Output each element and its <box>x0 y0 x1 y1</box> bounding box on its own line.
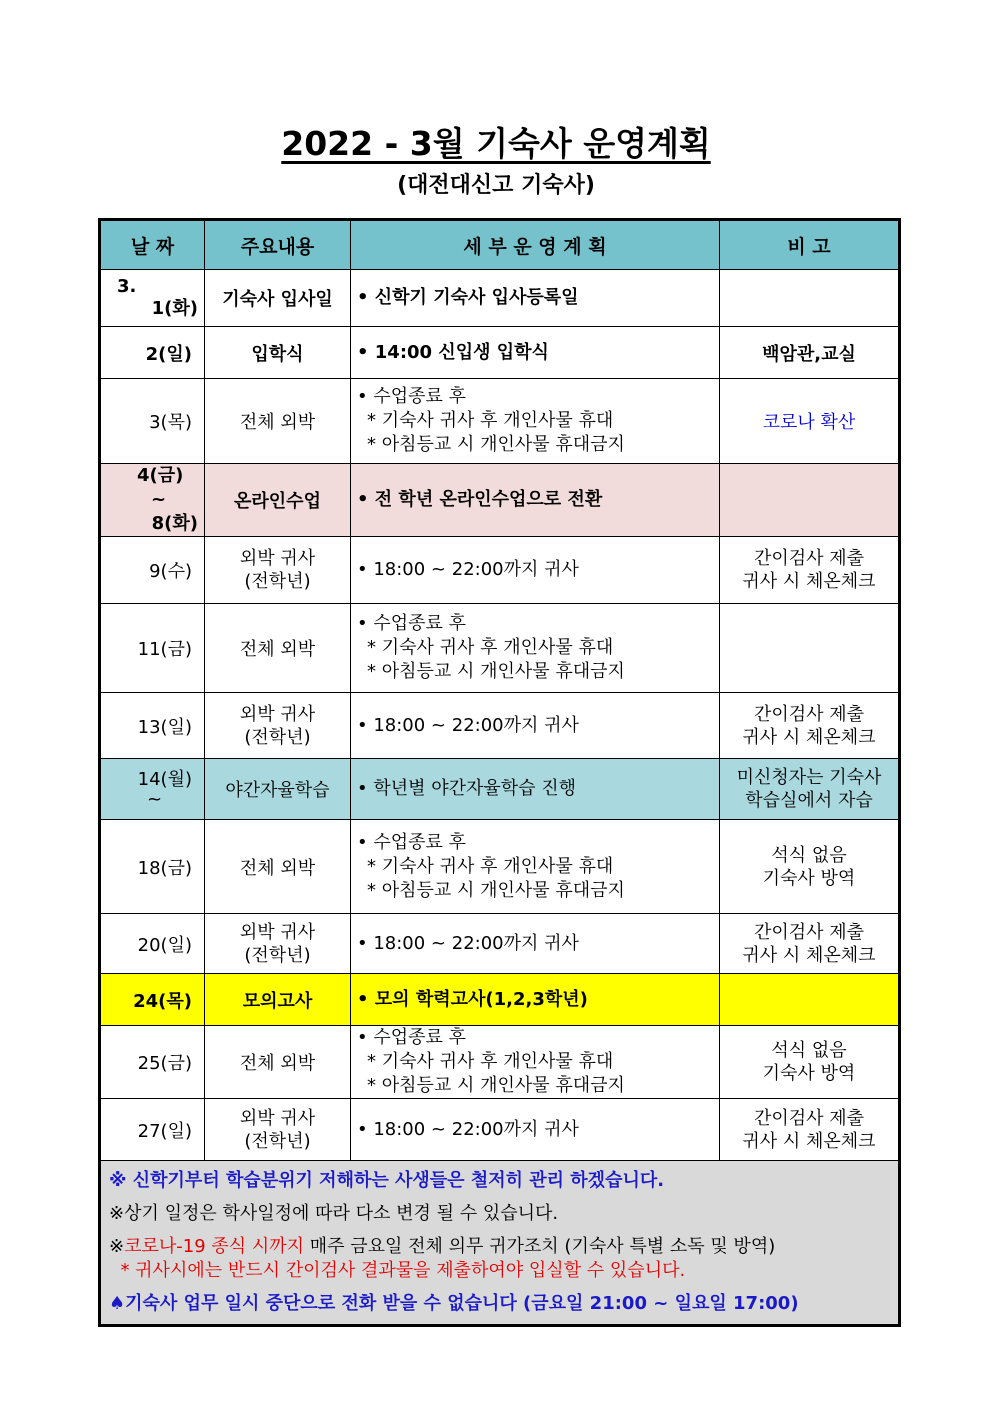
date-cell: 24(목) <box>100 974 205 1026</box>
date-cell: 4(금) ~ 8(화) <box>100 464 205 537</box>
content-cell: 전체 외박 <box>205 820 351 914</box>
note-cell <box>720 464 900 537</box>
note-cell <box>720 604 900 693</box>
notes-cell <box>100 1161 900 1326</box>
date-cell: 9(수) <box>100 537 205 604</box>
note-cell: 간이검사 제출 귀사 시 체온체크 <box>720 1099 900 1161</box>
table-row <box>100 914 900 974</box>
header-date: 날 짜 <box>100 220 205 270</box>
plan-cell: • 18:00 ~ 22:00까지 귀사 <box>351 693 720 759</box>
plan-cell: • 18:00 ~ 22:00까지 귀사 <box>351 1099 720 1161</box>
schedule-table <box>98 218 901 1327</box>
note-cell: 석식 없음 기숙사 방역 <box>720 1026 900 1099</box>
table-row <box>100 693 900 759</box>
note-cell: 코로나 확산 <box>720 379 900 464</box>
table-row <box>100 327 900 379</box>
content-cell: 외박 귀사 (전학년) <box>205 1099 351 1161</box>
header-content: 주요내용 <box>205 220 351 270</box>
table-row <box>100 270 900 327</box>
table-row <box>100 604 900 693</box>
date-cell: 3(목) <box>100 379 205 464</box>
content-cell: 온라인수업 <box>205 464 351 537</box>
date-cell: 18(금) <box>100 820 205 914</box>
notes-row <box>100 1161 900 1326</box>
date-cell: 11(금) <box>100 604 205 693</box>
table-row <box>100 379 900 464</box>
note-cell: 간이검사 제출 귀사 시 체온체크 <box>720 693 900 759</box>
page-title: 2022 - 3월 기숙사 운영계획 <box>281 124 711 163</box>
table-header-row <box>100 220 900 270</box>
content-cell: 외박 귀사 (전학년) <box>205 914 351 974</box>
plan-cell: • 14:00 신입생 입학식 <box>351 327 720 379</box>
plan-cell: • 수업종료 후 * 기숙사 귀사 후 개인사물 휴대 * 아침등교 시 개인사물 휴대금지 <box>351 604 720 693</box>
note-cell <box>720 974 900 1026</box>
note-5: ♠기숙사 업무 일시 중단으로 전화 받을 수 없습니다 (금요일 21:00 ~ 일요일 17:00) <box>109 1293 799 1314</box>
plan-cell: • 수업종료 후 * 기숙사 귀사 후 개인사물 휴대 * 아침등교 시 개인사물 휴대금지 <box>351 379 720 464</box>
note-cell: 백암관,교실 <box>720 327 900 379</box>
content-cell: 전체 외박 <box>205 379 351 464</box>
note-cell: 간이검사 제출 귀사 시 체온체크 <box>720 537 900 604</box>
note-cell: 간이검사 제출 귀사 시 체온체크 <box>720 914 900 974</box>
content-cell: 모의고사 <box>205 974 351 1026</box>
content-cell: 외박 귀사 (전학년) <box>205 693 351 759</box>
content-cell: 외박 귀사 (전학년) <box>205 537 351 604</box>
plan-cell: • 수업종료 후 * 기숙사 귀사 후 개인사물 휴대 * 아침등교 시 개인사물 휴대금지 <box>351 1026 720 1099</box>
content-cell: 입학식 <box>205 327 351 379</box>
plan-cell: • 모의 학력고사(1,2,3학년) <box>351 974 720 1026</box>
plan-cell: • 18:00 ~ 22:00까지 귀사 <box>351 914 720 974</box>
table-row <box>100 537 900 604</box>
date-cell: 3. 1(화) <box>100 270 205 327</box>
note-cell: 미신청자는 기숙사 학습실에서 자습 <box>720 759 900 820</box>
plan-cell: • 학년별 야간자율학습 진행 <box>351 759 720 820</box>
header-note: 비 고 <box>720 220 900 270</box>
content-cell: 야간자율학습 <box>205 759 351 820</box>
table-row <box>100 464 900 537</box>
header-plan: 세 부 운 영 계 획 <box>351 220 720 270</box>
note-2: ※상기 일정은 학사일정에 따라 다소 변경 될 수 있습니다. <box>109 1203 559 1224</box>
date-cell: 13(일) <box>100 693 205 759</box>
page-subtitle: (대전대신고 기숙사) <box>397 173 595 198</box>
date-cell: 2(일) <box>100 327 205 379</box>
content-cell: 전체 외박 <box>205 604 351 693</box>
date-cell: 14(월) ~ <box>100 759 205 820</box>
note-cell <box>720 270 900 327</box>
content-cell: 전체 외박 <box>205 1026 351 1099</box>
note-1: ※ 신학기부터 학습분위기 저해하는 사생들은 철저히 관리 하겠습니다. <box>109 1170 665 1191</box>
note-3: ※코로나-19 종식 시까지 매주 금요일 전체 의무 귀가조치 (기숙사 특별 소독 및 방역) <box>109 1236 776 1257</box>
plan-cell: • 18:00 ~ 22:00까지 귀사 <box>351 537 720 604</box>
date-cell: 25(금) <box>100 1026 205 1099</box>
note-cell: 석식 없음 기숙사 방역 <box>720 820 900 914</box>
note-4: * 귀사시에는 반드시 간이검사 결과물을 제출하여야 입실할 수 있습니다. <box>109 1260 686 1281</box>
plan-cell: • 전 학년 온라인수업으로 전환 <box>351 464 720 537</box>
table-row <box>100 1026 900 1099</box>
content-cell: 기숙사 입사일 <box>205 270 351 327</box>
table-row <box>100 974 900 1026</box>
table-row <box>100 820 900 914</box>
date-cell: 27(일) <box>100 1099 205 1161</box>
date-cell: 20(일) <box>100 914 205 974</box>
plan-cell: • 신학기 기숙사 입사등록일 <box>351 270 720 327</box>
plan-cell: • 수업종료 후 * 기숙사 귀사 후 개인사물 휴대 * 아침등교 시 개인사물 휴대금지 <box>351 820 720 914</box>
table-row <box>100 759 900 820</box>
table-row <box>100 1099 900 1161</box>
